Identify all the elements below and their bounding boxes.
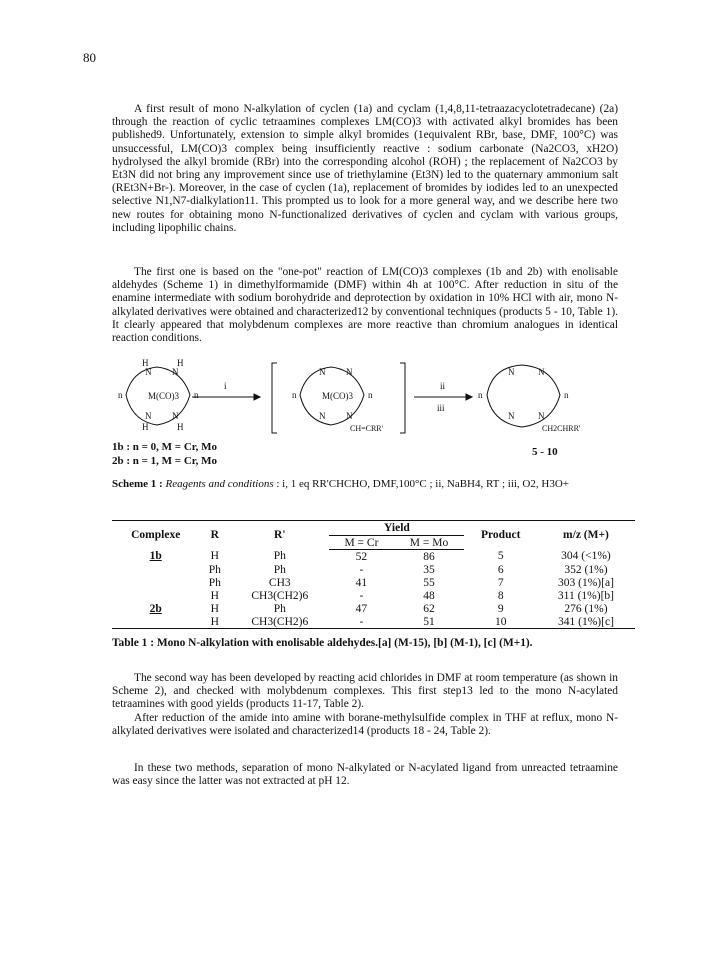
cell-r-prime: Ph	[273, 550, 286, 563]
n-label: n	[368, 390, 373, 400]
cell-r: H	[199, 615, 230, 629]
cell-yield-mo: 35	[423, 563, 435, 576]
cell-yield-mo: 55	[423, 576, 435, 589]
scheme-caption-reagents: Reagents and conditions	[165, 478, 274, 490]
cell-yield-mo: 51	[394, 615, 465, 629]
table-row	[112, 602, 635, 615]
n-label: n	[194, 390, 199, 400]
atom-label: H	[177, 422, 184, 432]
col-yield: Yield	[329, 521, 464, 536]
cell-complexe	[112, 589, 199, 602]
atom-label: N	[319, 367, 326, 377]
product-group-label: CH2CHRR'	[542, 424, 581, 433]
cell-yield-mo: 48	[423, 589, 435, 602]
cell-r-prime: Ph	[273, 602, 286, 615]
table-caption: Table 1 : Mono N-alkylation with enolisable aldehydes.[a] (M-15), [b] (M-1), [c] (M+1).	[112, 637, 533, 649]
cell-r: Ph	[208, 563, 221, 576]
cell-r: H	[210, 602, 219, 615]
atom-label: N	[172, 367, 179, 377]
atom-label: N	[508, 367, 515, 377]
atom-label: H	[142, 422, 149, 432]
col-r: R	[199, 521, 230, 550]
cell-mz: 276 (1%)	[564, 602, 608, 615]
label-2b: 2b : n = 1, M = Cr, Mo	[112, 455, 218, 467]
cell-yield-cr: -	[329, 615, 393, 629]
cell-mz: 341 (1%)[c]	[537, 615, 635, 629]
cell-r-prime: CH3(CH2)6	[251, 589, 309, 602]
cell-product: 10	[464, 615, 536, 629]
col-r-prime: R'	[230, 521, 329, 550]
scheme-diagram	[112, 355, 632, 445]
atom-label: N	[538, 411, 545, 421]
scheme-caption-lead: Scheme 1 :	[112, 478, 163, 490]
atom-label: N	[346, 411, 353, 421]
cell-r-prime: CH3	[268, 576, 291, 589]
col-complexe: Complexe	[112, 521, 199, 550]
cell-product: 5	[497, 550, 504, 563]
cell-complexe: 2b	[149, 602, 162, 615]
cell-r: H	[210, 550, 219, 563]
paragraph-reduction: After reduction of the amide into amine with borane-methylsulfide complex in THF at reflux, mono N-alkylated derivatives were isolated and characterized14 (products 18 - 24, Table 2).	[112, 712, 618, 738]
yield-table	[112, 520, 635, 629]
complex-label: M(CO)3	[148, 391, 179, 401]
cell-product: 7	[497, 576, 504, 589]
scheme-compound-labels	[112, 440, 217, 468]
cell-r: Ph	[208, 576, 221, 589]
cell-yield-mo: 86	[423, 550, 435, 563]
cell-yield-cr: -	[359, 563, 364, 576]
col-mz: m/z (M+)	[537, 521, 635, 550]
step-iii: iii	[437, 403, 445, 413]
col-yield-mo: M = Mo	[394, 536, 465, 550]
table-row	[112, 576, 635, 589]
cell-complexe: 1b	[149, 550, 162, 563]
cell-mz: 303 (1%)[a]	[558, 576, 614, 589]
paragraph-intro: A first result of mono N-alkylation of cyclen (1a) and cyclam (1,4,8,11-tetraazacyclotetradecane) (2a) through the reaction of cyclic tetraamines complexes LM(CO)3 with activated alkyl bromides has been published9. Unfortunately, extension to simple alkyl bromides (1equivalent RBr, base, DMF, 100°C) was unsuccessful, LM(CO)3 complex being insufficiently reactive : sodium carbonate (Na2CO3, xH2O) hydrolysed the alkyl bromide (RBr) into the corresponding alcohol (ROH) ; the replacement of Na2CO3 by Et3N did not bring any improvement since use of triethylamine (Et3N) led to the quaternary ammonium salt (REt3N+Br-). Moreover, in the case of cyclen (1a), replacement of bromides by iodides led to an unexpected selective N1,N7-dialkylation11. This prompted us to look for a more general way, and we describe here two new routes for obtaining mono N-functionalized derivatives of cyclen and cyclam with various groups, including lipophilic chains.	[112, 103, 618, 234]
n-label: n	[478, 390, 483, 400]
atom-label: N	[538, 367, 545, 377]
table-row	[112, 615, 635, 629]
cell-mz: 352 (1%)	[564, 563, 608, 576]
cell-r-prime: CH3(CH2)6	[230, 615, 329, 629]
complex-label: M(CO)3	[322, 391, 353, 401]
col-yield-cr: M = Cr	[329, 536, 393, 550]
atom-label: N	[346, 367, 353, 377]
table-row	[112, 563, 635, 576]
cell-yield-cr: 47	[355, 602, 368, 615]
paragraph-method-one: The first one is based on the "one-pot" reaction of LM(CO)3 complexes (1b and 2b) with enolisable aldehydes (Scheme 1) in dimethylformamide (DMF) within 4h at 100°C. After reduction in situ of the enamine intermediate with sodium borohydride and deprotection by oxidation in 10% HCl with air, mono N-alkylated derivatives were obtained and characterized12 by conventional techniques (products 5 - 10, Table 1). It clearly appeared that molybdenum complexes are more reactive than chromium analogues in identical reaction conditions.	[112, 266, 618, 345]
table-row	[112, 589, 635, 602]
cell-r-prime: Ph	[273, 563, 286, 576]
cell-product: 6	[497, 563, 504, 576]
paragraph-separation: In these two methods, separation of mono N-alkylated or N-acylated ligand from unreacted tetraamine was easy since the latter was not extracted at pH 12.	[112, 762, 618, 788]
cell-yield-cr: -	[359, 589, 364, 602]
cell-product: 9	[497, 602, 504, 615]
table-row	[112, 550, 635, 564]
atom-label: N	[145, 367, 152, 377]
atom-label: N	[145, 411, 152, 421]
cell-product: 8	[497, 589, 504, 602]
step-ii: ii	[440, 381, 446, 391]
atom-label: N	[319, 411, 326, 421]
cell-complexe	[112, 615, 199, 629]
n-label: n	[292, 390, 297, 400]
scheme-caption	[112, 478, 632, 490]
paragraph-method-two: The second way has been developed by reacting acid chlorides in DMF at room temperature (as shown in Scheme 2), and checked with molybdenum complexes. This first step13 led to the mono N-acylated tetraamines with good yields (products 11-17, Table 2).	[112, 672, 618, 711]
scheme-caption-conditions: : i, 1 eq RR'CHCHO, DMF,100°C ; ii, NaBH4, RT ; iii, O2, H3O+	[273, 478, 569, 490]
cell-yield-cr: 52	[355, 550, 368, 563]
atom-label: N	[508, 411, 515, 421]
table-1	[112, 520, 635, 629]
product-range-label: 5 - 10	[532, 446, 558, 458]
atom-label: N	[172, 411, 179, 421]
n-label: n	[564, 390, 569, 400]
page-number: 80	[83, 50, 96, 65]
cell-r: H	[210, 589, 219, 602]
cell-complexe	[112, 563, 199, 576]
atom-label: H	[177, 358, 184, 368]
cell-mz: 311 (1%)[b]	[557, 589, 615, 602]
cell-mz: 304 (<1%)	[561, 550, 611, 563]
col-product: Product	[464, 521, 536, 550]
step-i: i	[224, 381, 227, 391]
enamine-label: CH=CRR'	[350, 424, 384, 433]
n-label: n	[118, 390, 123, 400]
atom-label: H	[142, 358, 149, 368]
label-1b: 1b : n = 0, M = Cr, Mo	[112, 441, 218, 453]
cell-complexe	[112, 576, 199, 589]
cell-yield-mo: 62	[423, 602, 435, 615]
cell-yield-cr: 41	[355, 576, 368, 589]
